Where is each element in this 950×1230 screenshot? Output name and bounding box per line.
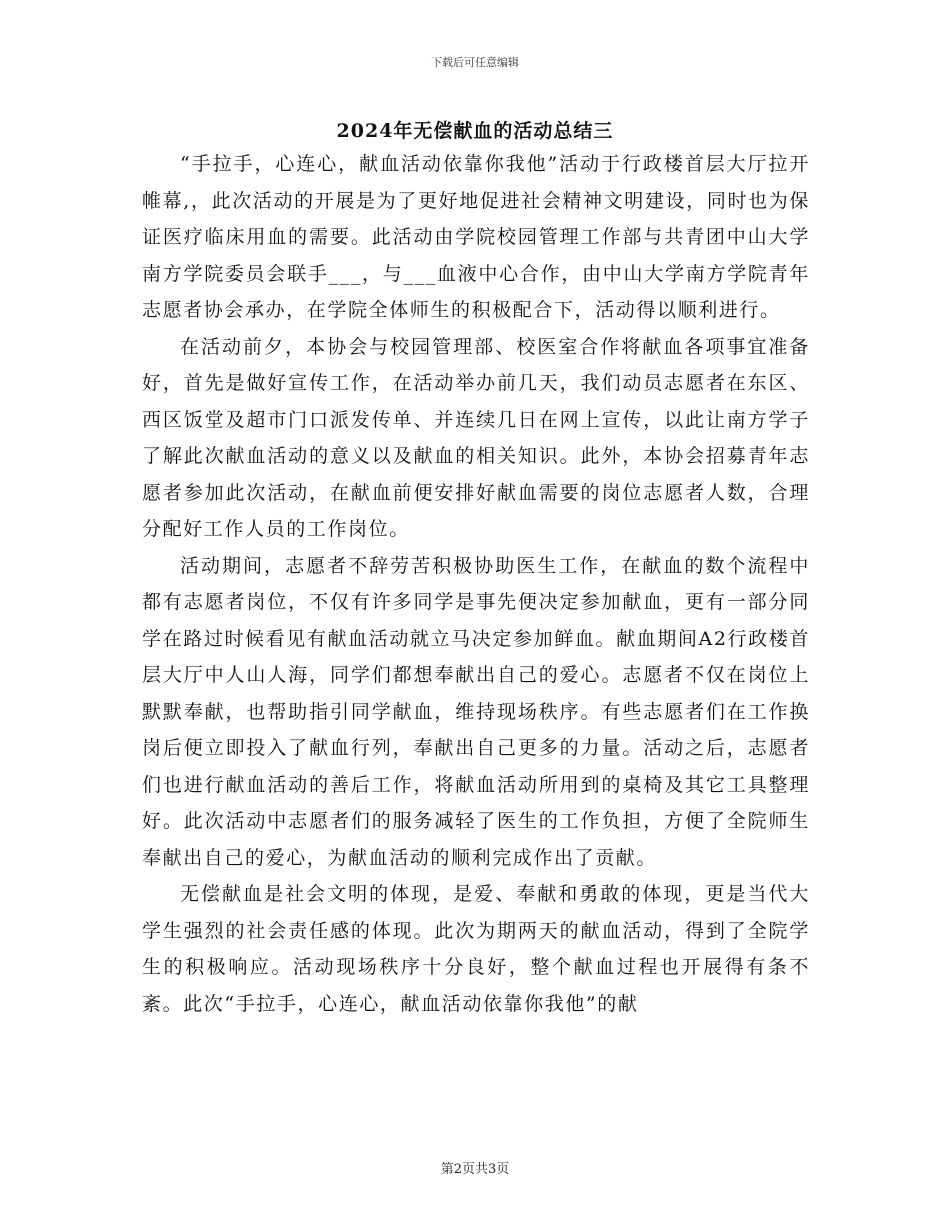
paragraph-activity: 活动期间，志愿者不辞劳苦积极协助医生工作，在献血的数个流程中都有志愿者岗位，不仅有许多同学是事先便决定参加献血，更有一部分同学在路过时候看见有献血活动就立马决定参加鲜血。献血期间A2行政楼首层大厅中人山人海，同学们都想奉献出自己的爱心。志愿者不仅在岗位上默默奉献，也帮助指引同学献血，维持现场秩序。有些志愿者们在工作换岗后便立即投入了献血行列，奉献出自己更多的力量。活动之后，志愿者们也进行献血活动的善后工作，将献血活动所用到的桌椅及其它工具整理好。此次活动中志愿者们的服务减轻了医生的工作负担，方便了全院师生奉献出自己的爱心，为献血活动的顺利完成作出了贡献。 xyxy=(142,554,810,869)
download-note: 下载后可任意编辑 xyxy=(431,56,519,69)
document-body xyxy=(142,146,810,1022)
page-number: 第2页共3页 xyxy=(440,1162,510,1177)
paragraph-intro: “手拉手，心连心，献血活动依靠你我他”活动于行政楼首层大厅拉开帷幕,，此次活动的开展是为了更好地促进社会精神文明建设，同时也为保证医疗临床用血的需要。此活动由学院校园管理工作部与共青团中山大学南方学院委员会联手___，与___血液中心合作，由中山大学南方学院青年志愿者协会承办，在学院全体师生的积极配合下，活动得以顺利进行。 xyxy=(142,153,810,321)
paragraph-preparation: 在活动前夕，本协会与校园管理部、校医室合作将献血各项事宜准备好，首先是做好宣传工作，在活动举办前几天，我们动员志愿者在东区、西区饭堂及超市门口派发传单、并连续几日在网上宣传，以此让南方学子了解此次献血活动的意义以及献血的相关知识。此外，本协会招募青年志愿者参加此次活动，在献血前便安排好献血需要的岗位志愿者人数，合理分配好工作人员的工作岗位。 xyxy=(142,335,810,540)
paragraph-significance: 无偿献血是社会文明的体现，是爱、奉献和勇敢的体现，更是当代大学生强烈的社会责任感的体现。此次为期两天的献血活动，得到了全院学生的积极响应。活动现场秩序十分良好，整个献血过程也开展得有条不紊。此次“手拉手，心连心，献血活动依靠你我他”的献 xyxy=(142,883,810,1015)
document-title: 2024年无偿献血的活动总结三 xyxy=(336,120,614,142)
